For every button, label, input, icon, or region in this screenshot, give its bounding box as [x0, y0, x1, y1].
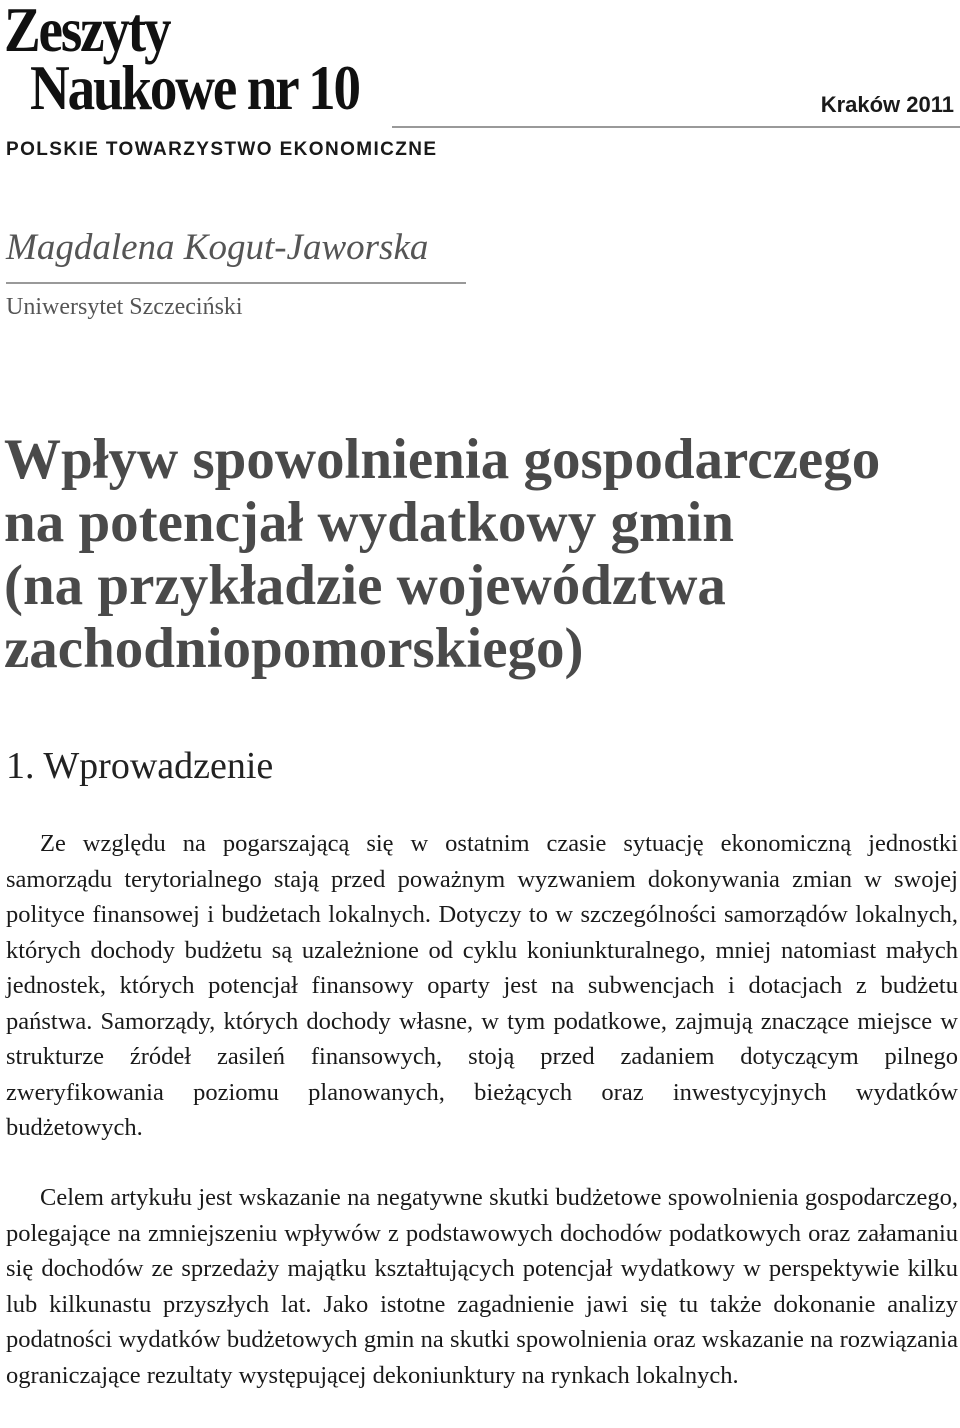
journal-title-line-2: Naukowe nr 10 — [30, 52, 359, 123]
article-title-line: na potencjał wydatkowy gmin — [4, 491, 734, 554]
article-title — [4, 428, 880, 680]
journal-title-line-1: Zeszyty — [4, 0, 170, 65]
publisher-society: POLSKIE TOWARZYSTWO EKONOMICZNE — [6, 139, 438, 160]
body-paragraph: Celem artykułu jest wskazanie na negatywne skutki budżetowe spowolnienia gospodarczego, polegające na zmniejszeniu wpływów z podstawowych dochodów podatkowych oraz załamaniu się dochodów ze sprzedaży majątku kształtujących potencjał wydatkowy w perspektywie kilku lub kilkunastu przyszłych lat. Jako istotne zagadnienie jawi się tu także dokonanie analizy podatności wydatków budżetowych gmin na skutki spowolnienia oraz wskazanie na rozwiązania ograniczające rezultaty występującej dekoniunktury na rynkach lokalnych. — [6, 1184, 958, 1389]
author-divider — [6, 282, 466, 284]
body-paragraph: Ze względu na pogarszającą się w ostatnim czasie sytuację ekonomiczną jednostki samorządu terytorialnego stają przed poważnym wyzwaniem dokonywania zmian w swojej polityce finansowej i budżetach lokalnych. Dotyczy to w szczególności samorządów lokalnych, których dochody budżetu są uzależnione od cyklu koniunkturalnego, mniej natomiast małych jednostek, których potencjał finansowy oparty jest na subwencjach i dotacjach z budżetu państwa. Samorządy, których dochody własne, w tym podatkowe, zajmują znaczące miejsce w strukturze źródeł zasileń finansowych, stoją przed zadaniem dotyczącym pilnego zweryfikowania poziomu planowanych, bieżących oraz inwestycyjnych wydatków budżetowych. — [6, 830, 958, 1141]
article-title-line: Wpływ spowolnienia gospodarczego — [4, 428, 881, 491]
header-divider — [392, 126, 960, 128]
article-title-line: (na przykładzie województwa — [4, 554, 726, 617]
publication-place-year: Kraków 2011 — [820, 92, 954, 117]
author-name: Magdalena Kogut-Jaworska — [6, 227, 429, 268]
section-heading: 1. Wprowadzenie — [6, 745, 274, 787]
article-title-line: zachodniopomorskiego) — [4, 617, 584, 680]
author-affiliation: Uniwersytet Szczeciński — [6, 294, 243, 320]
